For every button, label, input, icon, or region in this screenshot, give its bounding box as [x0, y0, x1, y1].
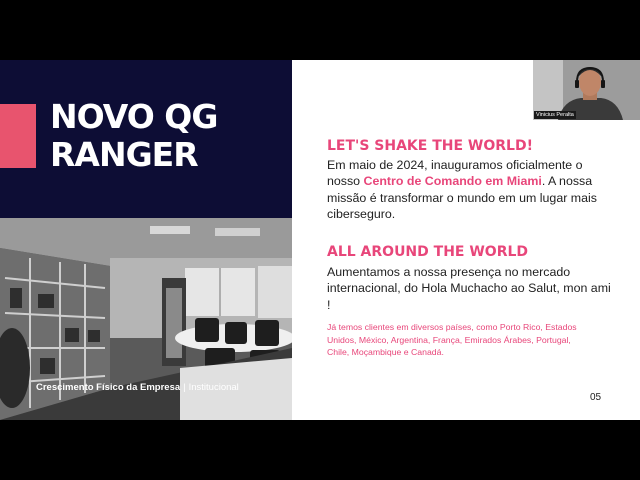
- caption-main: Crescimento Físico da Empresa: [36, 382, 181, 393]
- section2-heading: ALL AROUND THE WORLD: [327, 244, 529, 260]
- caption-separator: |: [183, 382, 186, 393]
- accent-bar: [0, 104, 36, 168]
- section2-body: Aumentamos a nossa presença no mercado internacional, do Hola Muchacho ao Salut, mon ami !: [327, 265, 611, 312]
- participant-video-tile[interactable]: [533, 60, 640, 120]
- slide-title-line-2: RANGER: [50, 135, 198, 174]
- photo-caption: [36, 382, 239, 393]
- section1-text-post: . A nossa missão é transformar o mundo em um lugar mais ciberseguro.: [327, 174, 597, 221]
- section1-highlight: Centro de Comando em Miami: [363, 174, 542, 189]
- section1-body: [327, 157, 617, 222]
- clients-countries-text: Já temos clientes em diversos países, como Porto Rico, Estados Unidos, México, Argentina, França, Emirados Árabes, Portugal, Chile, Moçambique e Canadá.: [327, 322, 577, 358]
- slide-title-line-1: NOVO QG: [50, 97, 218, 136]
- slide-left-panel: [0, 60, 292, 420]
- section1-heading: LET'S SHAKE THE WORLD!: [327, 138, 533, 154]
- participant-name: Vinicius Peralta: [536, 112, 574, 118]
- section1-text-pre: Em maio de 2024, inauguramos oficialmente o nosso: [327, 158, 583, 189]
- slide-title: [50, 98, 285, 174]
- caption-category: Institucional: [188, 382, 239, 393]
- page-number: 05: [590, 392, 602, 403]
